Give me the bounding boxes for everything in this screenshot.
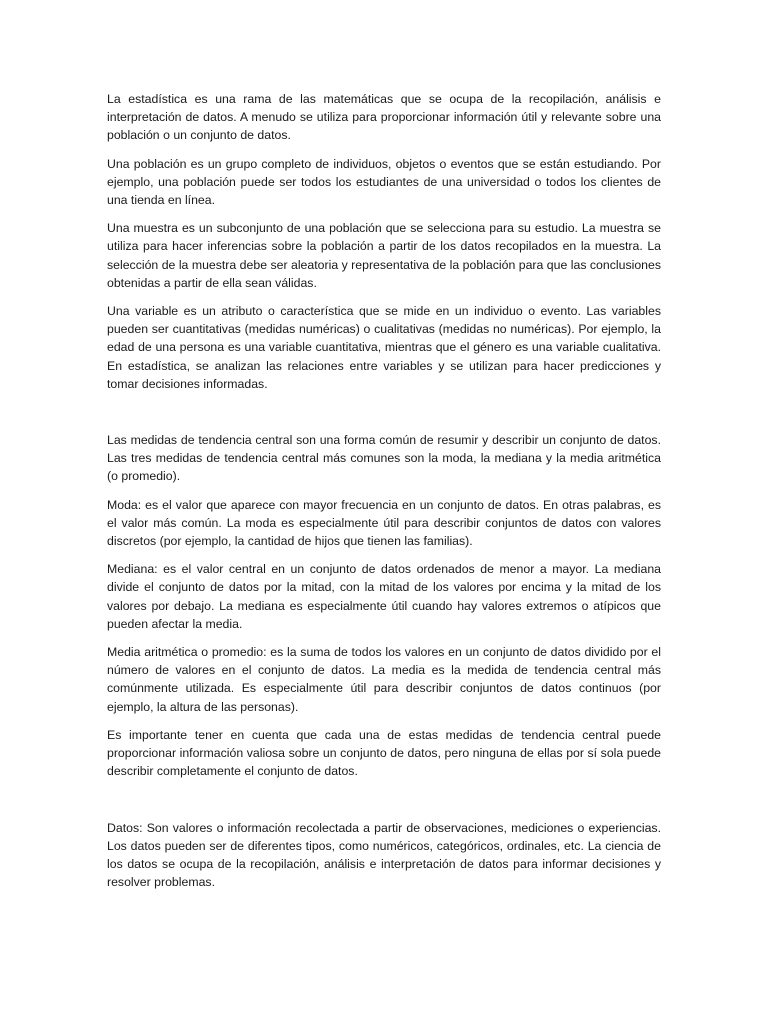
paragraph-tendencia-central-intro: Las medidas de tendencia central son una forma común de resumir y describir un conjunto de datos. Las tres medidas de tendencia central más comunes son la moda, la mediana y la media aritmética (o promedio). — [107, 433, 661, 484]
section-spacer — [107, 403, 661, 431]
section-datos — [107, 819, 661, 892]
paragraph-media: Media aritmética o promedio: es la suma de todos los valores en un conjunto de datos dividido por el número de valores en el conjunto de datos. La media es la medida de tendencia central más comúnmente utilizada. Es especialmente útil para describir conjuntos de datos continuos (por ejemplo, la altura de las personas). — [107, 645, 661, 714]
paragraph-conclusion-medidas: Es importante tener en cuenta que cada una de estas medidas de tendencia central puede proporcionar información valiosa sobre un conjunto de datos, pero ninguna de ellas por sí sola puede describir completamente el conjunto de datos. — [107, 727, 661, 779]
section-spacer — [107, 791, 661, 819]
paragraph-moda: Moda: es el valor que aparece con mayor frecuencia en un conjunto de datos. En otras palabras, es el valor más común. La moda es especialmente útil para describir conjuntos de datos con valores discretos (por ejemplo, la cantidad de hijos que tienen las familias). — [107, 497, 661, 549]
paragraph-estadistica-definicion: La estadística es una rama de las matemáticas que se ocupa de la recopilación, análisis e interpretación de datos. A menudo se utiliza para proporcionar información útil y relevante sobre una población o un conjunto de datos. — [107, 92, 661, 143]
paragraph-datos: Datos: Son valores o información recolectada a partir de observaciones, mediciones o experiencias. Los datos pueden ser de diferentes tipos, como numéricos, categóricos, ordinales, etc. La ciencia de los datos se ocupa de la recopilación, análisis e interpretación de datos para informar decisiones y resolver problemas. — [107, 820, 661, 890]
document-body — [107, 90, 661, 901]
paragraph-muestra: Una muestra es un subconjunto de una población que se selecciona para su estudio. La muestra se utiliza para hacer inferencias sobre la población a partir de los datos recopilados en la muestra. La selección de la muestra debe ser aleatoria y representativa de la población para que las conclusiones obtenidas a partir de ella sean válidas. — [107, 221, 661, 290]
paragraph-variable: Una variable es un atributo o característica que se mide en un individuo o evento. Las variables pueden ser cuantitativas (medidas numéricas) o cualitativas (medidas no numéricas). Por ejemplo, la edad de una persona es una variable cuantitativa, mientras que el género es una variable cualitativa. En estadística, se analizan las relaciones entre variables y se utilizan para hacer predicciones y tomar decisiones informadas. — [107, 304, 661, 391]
section-estadistica-basica — [107, 90, 661, 393]
section-tendencia-central — [107, 431, 661, 780]
paragraph-poblacion: Una población es un grupo completo de individuos, objetos o eventos que se están estudiando. Por ejemplo, una población puede ser todos los estudiantes de una universidad o todos los clientes de una tienda en línea. — [107, 156, 661, 208]
paragraph-mediana: Mediana: es el valor central en un conjunto de datos ordenados de menor a mayor. La mediana divide el conjunto de datos por la mitad, con la mitad de los valores por encima y la mitad de los valores por debajo. La mediana es especialmente útil cuando hay valores extremos o atípicos que pueden afectar la media. — [107, 562, 661, 631]
